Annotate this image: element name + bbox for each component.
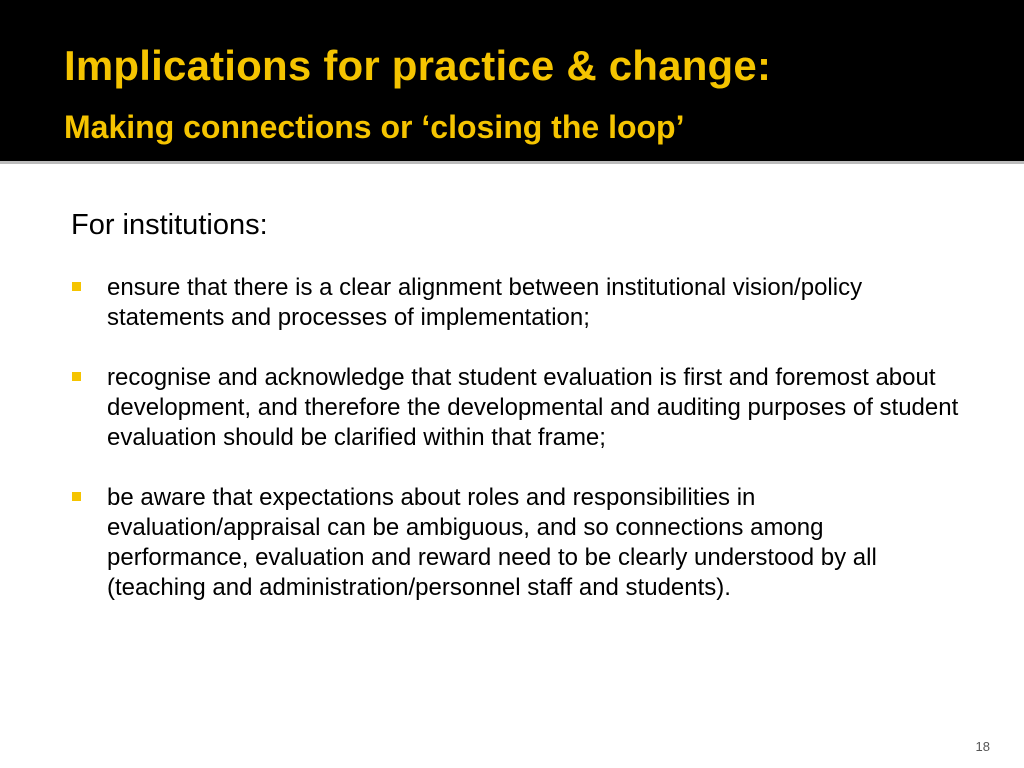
bullet-text: recognise and acknowledge that student evaluation is first and foremost about development, and therefore the developmental and auditing purposes of student evaluation should be clarified within that frame;	[107, 364, 959, 451]
square-bullet-icon	[72, 282, 81, 291]
bullet-item	[71, 273, 961, 333]
bullet-item	[71, 483, 961, 603]
bullet-text: ensure that there is a clear alignment between institutional vision/policy statements and processes of implementation;	[107, 274, 863, 331]
square-bullet-icon	[72, 372, 81, 381]
header-divider	[0, 161, 1024, 164]
bullet-list	[71, 273, 961, 603]
slide-body	[71, 205, 961, 633]
lead-text: For institutions:	[71, 209, 268, 241]
slide-header	[0, 0, 1024, 161]
bullet-item	[71, 363, 961, 453]
slide-title: Implications for practice & change:	[64, 42, 772, 89]
square-bullet-icon	[72, 492, 81, 501]
bullet-text: be aware that expectations about roles and responsibilities in evaluation/appraisal can be ambiguous, and so connections among performance, evaluation and reward need to be clearly understood by all (teaching and administration/personnel staff and students).	[107, 484, 877, 601]
slide-subtitle: Making connections or ‘closing the loop’	[64, 109, 685, 145]
slide-number: 18	[975, 739, 990, 754]
